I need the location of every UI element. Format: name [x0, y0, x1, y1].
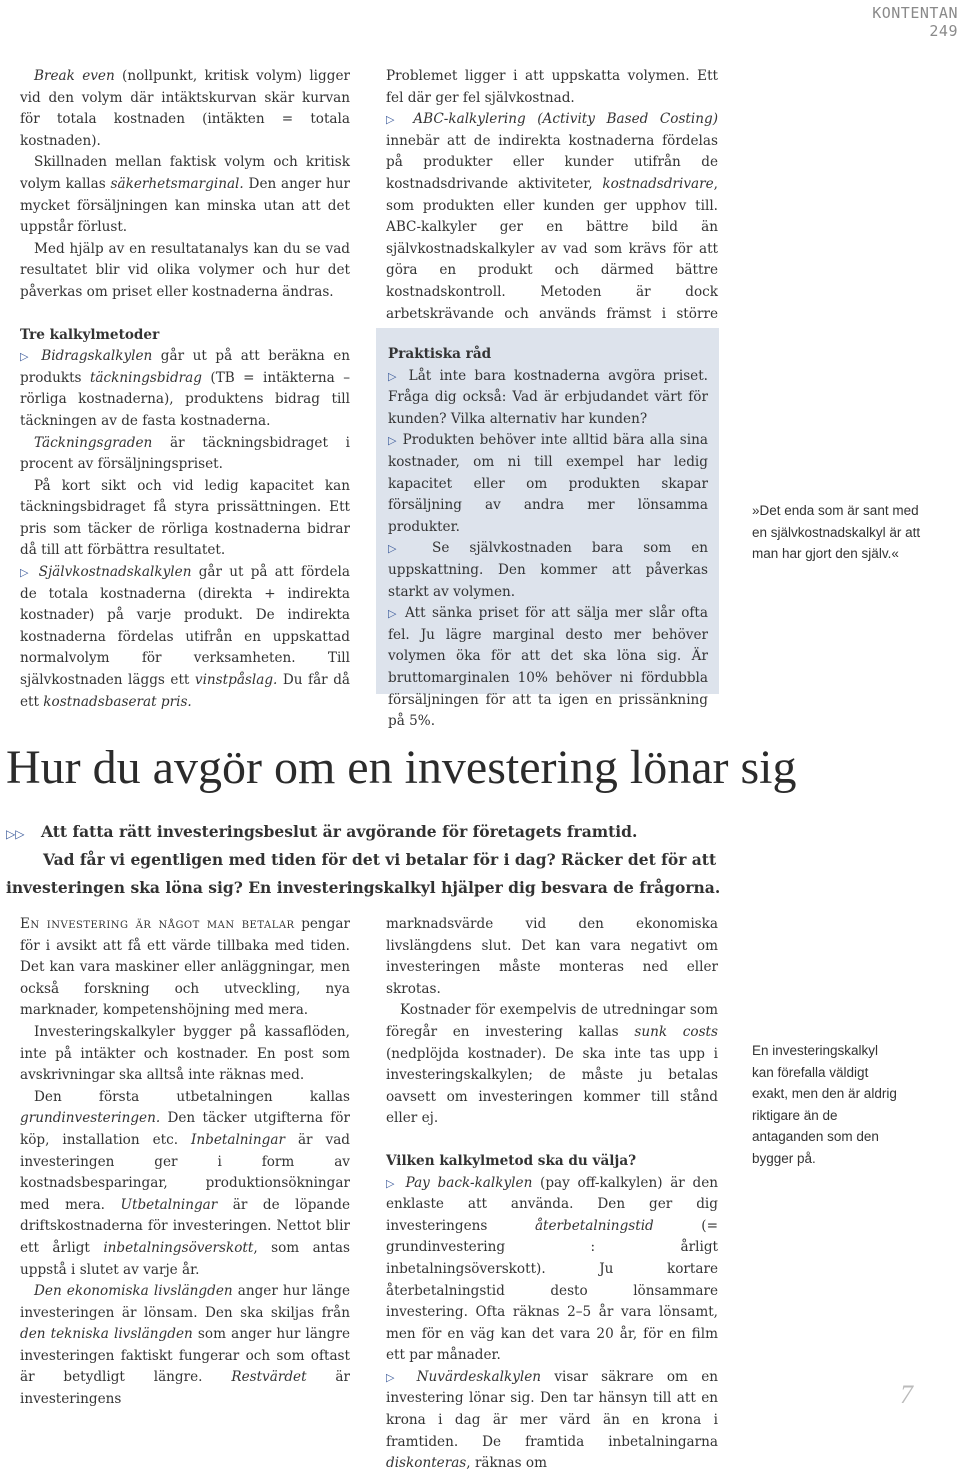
text: anger hur länge investeringen är lönsam. Den ska skiljas från	[20, 1283, 350, 1321]
tip-item	[388, 603, 708, 733]
text: , som produkten eller kunden ger upphov till. ABC-kalkyler ger en bättre bild än självkostnadskalkyler av vad som krävs för att göra en produkt och därmed bättre kostnadskontroll. Metoden är dock arbetskrävande och används främst i större	[386, 175, 718, 322]
running-header: KONTENTAN 249	[872, 4, 958, 40]
text: (pay off-kalkylen) är den enklaste att använda. Den ger dig investeringens	[386, 1174, 719, 1234]
tip-item	[388, 538, 708, 603]
page-number: 7	[900, 1380, 913, 1409]
text: som anger hur längre investeringen faktiskt fungerar och som oftast är betydligt längre.	[20, 1326, 350, 1386]
term: inbetalningsöverskott	[103, 1239, 254, 1256]
bullet-sjalvkostnadskalkylen	[20, 562, 350, 713]
term: Självkostnadskalkylen	[38, 564, 192, 581]
section-heading: Tre kalkylmetoder	[20, 326, 160, 343]
term: Utbetalningar	[120, 1196, 218, 1213]
text: Se självkostnaden bara som en uppskattning. Den kommer att påverkas starkt av volymen.	[388, 540, 708, 600]
text: Den anger hur mycket försäljningen kan minska utan att det uppstår förlust.	[20, 175, 350, 236]
text: är vad investeringen ger i form av kostnadsbesparingar, produktionsökningar med mera.	[20, 1131, 351, 1213]
article-title: Hur du avgör om en investering lönar sig	[6, 741, 797, 794]
term: täckningsbidrag	[89, 369, 202, 386]
triangle-bullet-icon: ▷	[388, 369, 401, 383]
term: återbetalningstid	[534, 1217, 654, 1234]
term: Pay back-kalkylen	[405, 1174, 533, 1191]
paragraph-grundinvestering	[20, 1087, 350, 1281]
text: pengar för i avsikt att få ett värde tillbaka med tiden. Det kan vara maskiner eller anläggningar, men också forskning och utveckling, nya marknader, kompetenshöjning med mera.	[20, 916, 350, 1019]
text: Den första utbetalningen kallas	[34, 1088, 350, 1105]
tip-item	[388, 366, 708, 431]
text: går ut på att fördela de totala kostnaderna (direkta + indirekta kostnader) på varje produkt. De indirekta kostnaderna fördelas utifrån en uppskattad normalvolym för verksamheten. Till självkostnaden läggs ett	[20, 564, 350, 689]
triangle-bullet-icon: ▷	[386, 1176, 398, 1190]
text: (TB = intäkterna – rörliga kostnaderna), produktens bidrag till täckningen av de fasta kostnaderna.	[20, 369, 350, 429]
term: kostnadsdrivare	[602, 175, 714, 192]
paragraph-resultatanalys: Med hjälp av en resultatanalys kan du se vad resultatet blir vid olika volymer och hur det påverkas om priset eller kostnaderna ändras.	[20, 240, 350, 300]
text: Kostnader för exempelvis de utredningar som föregår en investering kallas	[386, 1002, 718, 1040]
article-column-1	[20, 914, 350, 1411]
term: Inbetalningar	[191, 1131, 285, 1148]
paragraph-kort-sikt: På kort sikt och vid ledig kapacitet kan täckningsbidraget få styra prissättningen. Ett pris som täcker de rörliga kostnaderna bidrar då till att förbättra resultatet.	[20, 477, 350, 559]
text: (nedplöjda kostnader). De ska inte tas upp i investeringskalkylen; de måste ju betalas oavsett om investeringen kommer till stånd eller ej.	[386, 1045, 718, 1127]
text: (nollpunkt, kritisk volym) ligger vid den volym där intäktskurvan skär kurvan för totala kostnaden (intäkten = totala kostnaden).	[20, 68, 350, 149]
text: är de löpande driftskostnaderna för investeringen. Nettot blir ett årligt	[20, 1196, 351, 1256]
text: Att sänka priset för att sälja mer slår ofta fel. Ju lägre marginal desto mer behöver volymen öka för att det ska löna sig. Är bruttomarginalen 10% behöver ni fördubbla försäljningen för att ta igen en prissänkning på 5%.	[388, 605, 708, 730]
text: Produkten behöver inte alltid bära alla sina kostnader, om ni till exempel har ledig kapacitet eller om produkten skapar försäljning av andra mer lönsamma produkter.	[388, 432, 708, 535]
bullet-pay-back	[386, 1173, 718, 1367]
term: diskonteras	[386, 1455, 467, 1472]
pull-quote: »Det enda som är sant med en självkostnadskalkyl är att man har gjort den själv.«	[752, 503, 921, 561]
small-caps-opening: En investering är något man betalar	[20, 916, 295, 932]
lead-line: Vad får vi egentligen med tiden för det vi betalar för i dag? Räcker det för att	[43, 850, 717, 869]
term: Bidragskalkylen	[41, 348, 153, 365]
tips-heading: Praktiska råd	[388, 346, 492, 362]
text: innebär att de indirekta kostnaderna fördelas på produkter eller kunder utifrån de kostnadsdrivande aktiviteter,	[386, 132, 718, 192]
term: grundinvesteringen.	[20, 1110, 161, 1127]
tips-box	[376, 328, 719, 730]
term: Täckningsgraden	[34, 434, 153, 451]
triangle-bullet-icon: ▷	[20, 566, 32, 580]
paragraph-marknadsvarde: marknadsvärde vid den ekonomiska livslängdens slut. Det kan vara negativt om investeringen måste monteras ned eller skrotas.	[386, 916, 718, 997]
left-column	[20, 66, 350, 713]
bullet-nuvardeskalkylen	[386, 1367, 718, 1475]
bullet-abc-kalkylering	[386, 109, 718, 347]
paragraph-problemet: Problemet ligger i att uppskatta volymen. Ett fel där ger fel självkostnad.	[386, 68, 718, 106]
text: (= grundinvestering : årligt inbetalningsöverskott). Ju kortare återbetalningstid desto lönsammare investering. Ofta räknas 2–5 år vara lönsamt, men för en väg kan det vara 20 år, för en film ett par månader.	[386, 1217, 718, 1364]
middle-column	[386, 66, 718, 347]
text: Skillnaden mellan faktisk volym och kritisk volym kallas	[20, 154, 350, 192]
text: är täckningsbidraget i procent av försäljningspriset.	[20, 434, 350, 473]
term: Nuvärdeskalkylen	[416, 1368, 542, 1385]
paragraph-tackningsgraden	[20, 433, 350, 476]
term: vinstpåslag.	[194, 672, 278, 689]
triangle-bullet-icon: ▷	[388, 542, 413, 556]
term: säkerhetsmarginal.	[110, 175, 244, 192]
section-heading: Vilken kalkylmetod ska du välja?	[386, 1152, 637, 1169]
text: Låt inte bara kostnaderna avgöra priset. Fråga dig också: Vad är erbjudandet värt för kunden? Vilka alternativ har kunden?	[388, 367, 709, 427]
text: Att fatta rätt investeringsbeslut är avgörande för företagets framtid.	[41, 822, 638, 841]
paragraph-sakerhetsmarginal	[20, 152, 350, 238]
tips-content	[388, 344, 708, 733]
paragraph-break-even	[20, 66, 350, 152]
text: Den täcker utgifterna för köp, installation etc.	[20, 1110, 350, 1148]
text: visar säkrare om en investering lönar sig. Den tar hänsyn till att en krona i dag är mer värd än en krona i framtiden. De framtida inbetalningarna	[386, 1368, 718, 1450]
article-lead	[6, 818, 726, 902]
term: sunk costs	[634, 1023, 718, 1040]
text: är investeringens	[20, 1369, 350, 1408]
lead-line	[6, 818, 726, 846]
text: , räknas om	[466, 1455, 548, 1472]
term: Den ekonomiska livslängden	[34, 1283, 233, 1300]
term: ABC-kalkylering (Activity Based Costing)	[413, 111, 719, 128]
term-break-even: Break even	[34, 68, 115, 84]
text: Du får då ett	[20, 672, 351, 710]
double-triangle-icon: ▷▷	[6, 827, 25, 841]
text: , som antas uppstå i slutet av varje år.	[20, 1239, 350, 1278]
paragraph-sunk-costs	[386, 1000, 718, 1130]
term: den tekniska livslängden	[20, 1326, 193, 1343]
lead-line: investeringen ska löna sig? En investeringskalkyl hjälper dig besvara de frågorna.	[6, 878, 721, 897]
term: Restvärdet	[231, 1369, 307, 1386]
bullet-bidragskalkylen	[20, 346, 350, 432]
triangle-bullet-icon: ▷	[386, 1370, 404, 1384]
paragraph-intro	[20, 914, 350, 1022]
triangle-bullet-icon: ▷	[386, 113, 402, 127]
tip-item	[388, 430, 708, 538]
triangle-bullet-icon: ▷	[388, 607, 399, 621]
triangle-bullet-icon: ▷	[388, 434, 398, 448]
article-column-2	[386, 914, 718, 1475]
text: går ut på att beräkna en produkts	[20, 348, 351, 386]
triangle-bullet-icon: ▷	[20, 350, 33, 364]
pull-quote: En investeringskalkyl kan förefalla väldigt exakt, men den är aldrig riktigare än de antaganden som den bygger på.	[752, 1043, 897, 1166]
paragraph-livslangd	[20, 1281, 350, 1411]
paragraph-kassafloden: Investeringskalkyler bygger på kassaflöden, inte på intäkter och kostnader. En post som avskrivningar ska alltså inte räknas med.	[20, 1023, 350, 1084]
term: kostnadsbaserat pris.	[43, 693, 192, 710]
